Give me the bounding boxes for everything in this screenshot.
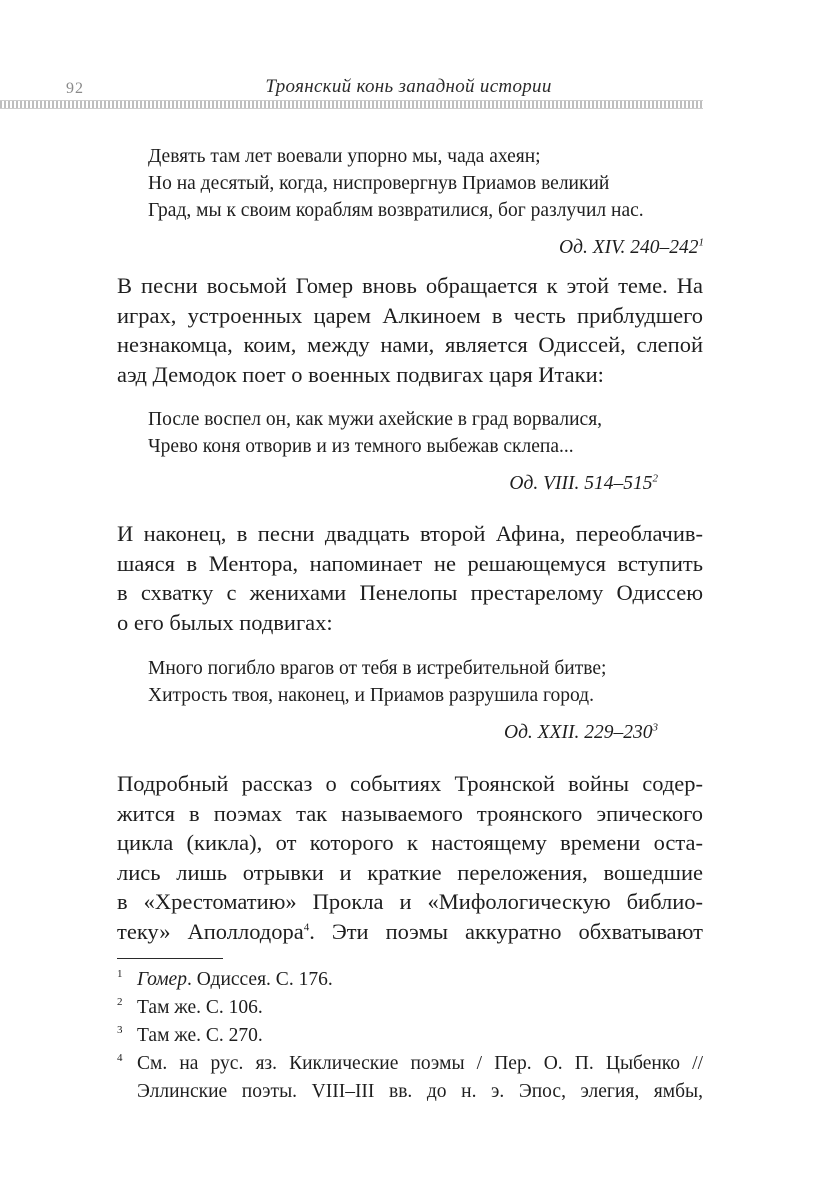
text-line: аэд Демодок поет о военных подвигах царя Итаки: bbox=[117, 361, 604, 387]
header-ornament-rule bbox=[0, 100, 703, 109]
text-line: в схватку с женихами Пенелопы престарелому Одиссею bbox=[117, 580, 703, 606]
text-line: о его былых подвигах: bbox=[117, 609, 333, 635]
text-line: В песни восьмой Гомер вновь обращается к этой теме. На bbox=[117, 273, 703, 298]
running-title: Троянский конь западной истории bbox=[265, 76, 552, 97]
paragraph-1 bbox=[117, 271, 703, 389]
verse-line: Много погибло врагов от тебя в истребительной битве; bbox=[148, 658, 607, 679]
footnote-2: 2 Там же. С. 106. bbox=[117, 994, 703, 1022]
text-line: играх, устроенных царем Алкиноем в честь приблудшего bbox=[117, 302, 703, 328]
verse-line: Хитрость твоя, наконец, и Приамов разрушила город. bbox=[148, 685, 594, 706]
footnote-1: 1 Гомер. Одиссея. С. 176. bbox=[117, 966, 703, 994]
paragraph-3 bbox=[117, 769, 703, 947]
verse-line: Но на десятый, когда, ниспровергнув Приамов великий bbox=[148, 173, 610, 194]
verse-line: Град, мы к своим кораблям возвратилися, бог разлучил нас. bbox=[148, 200, 644, 221]
footnote-ref[interactable]: 2 bbox=[652, 472, 658, 485]
text-line: И наконец, в песни двадцать второй Афина, переоблачив- bbox=[117, 521, 703, 546]
text-line: жится в поэмах так называемого троянского эпического bbox=[117, 800, 703, 826]
footnote-number: 1 bbox=[117, 968, 123, 980]
footnote-4: 4 См. на рус. яз. Киклические поэмы / Пер. О. П. Цыбенко // Эллинские поэты. VIII–III вв. до н. э. Эпос, элегия, ямбы, bbox=[117, 1050, 703, 1106]
footnote-ref[interactable]: 1 bbox=[698, 236, 704, 249]
text-line: в «Хрестоматию» Прокла и «Мифологическую библио- bbox=[117, 889, 703, 915]
verse-quote-2 bbox=[148, 406, 704, 497]
footnote-number: 3 bbox=[117, 1024, 123, 1036]
verse-line: После воспел он, как мужи ахейские в град ворвалися, bbox=[148, 409, 603, 430]
footnote-ref[interactable]: 3 bbox=[652, 721, 658, 734]
verse-citation-2: Од. VIII. $514-515^2$ bbox=[509, 472, 658, 494]
page-number: 92 bbox=[66, 80, 84, 97]
footnote-number: 4 bbox=[117, 1052, 123, 1064]
footnote-separator bbox=[117, 958, 223, 959]
verse-quote-3 bbox=[148, 655, 704, 746]
verse-line: Чрево коня отворив и из темного выбежав склепа... bbox=[148, 436, 574, 457]
footnote-author: Гомер bbox=[137, 969, 187, 990]
text-line: Подробный рассказ о событиях Троянской войны содер- bbox=[117, 771, 703, 796]
verse-line: Девять там лет воевали упорно мы, чада ахеян; bbox=[148, 146, 541, 167]
text-line: незнакомца, коим, между нами, является Одиссей, слепой bbox=[117, 332, 703, 358]
verse-citation-1: Од. XIV. $240-242^1$ bbox=[559, 236, 704, 258]
text-line: шаяся в Ментора, напоминает не решающемуся вступить bbox=[117, 550, 703, 576]
text-line: лись лишь отрывки и краткие переложения, вошедшие bbox=[117, 859, 703, 885]
paragraph-2 bbox=[117, 519, 703, 637]
text-line: теку» Аполлодора$^4$. Эти поэмы аккуратно обхватывают bbox=[117, 918, 703, 944]
footnote-3: 3 Там же. С. 270. bbox=[117, 1022, 703, 1050]
footnotes bbox=[117, 966, 703, 1106]
verse-quote-1 bbox=[148, 143, 704, 261]
footnote-ref[interactable]: 4 bbox=[303, 921, 310, 934]
text-line: цикла (кикла), от которого к настоящему времени оста- bbox=[117, 830, 703, 856]
verse-citation-3: Од. XXII. $229-230^3$ bbox=[503, 721, 658, 743]
footnote-number: 2 bbox=[117, 996, 123, 1008]
